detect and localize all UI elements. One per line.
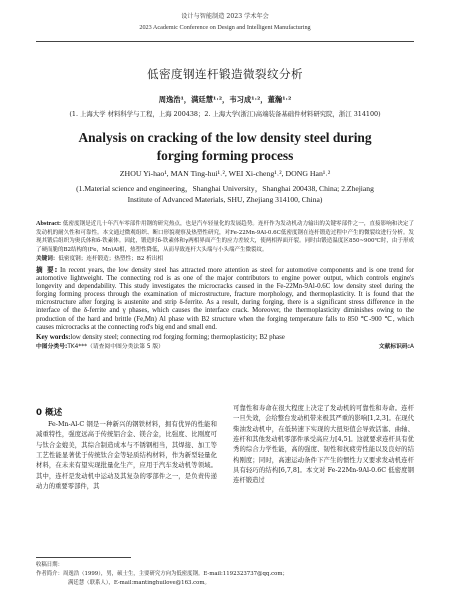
abstract-chinese [36,220,414,254]
abstract-chinese-label: Abstract: [36,220,62,227]
conference-header-en: 2023 Academic Conference on Design and Intelligent Manufacturing [139,24,311,31]
abstract-chinese-text: 低密度钢是近几十年汽车零部件用钢的研究热点，也是汽车轻量化的发展趋势。连杆作为发动机动力输出的关键零部件之一，直接影响和决定了发动机的耐久性和可靠性。本文通过微观组织、断口形貌观察及热塑性研究，对Fe-22Mn-9Al-0.6C低密度钢在连杆锻造过程中产生的微裂纹进行分析。发现其锻后组织为奥氏体和δ-铁素体。因此，锻造时δ-铁素体和γ两相界面产生的应力差较大，使两相界面开裂。同时由锻造温度区850~900℃时，由于形成了硬而脆的B2结构的(Fe，Mn)Al相，热塑性降低，从而导致连杆大头端与小头端产生微裂纹。 [36,221,414,253]
keywords-english-label: Key words: [36,332,71,341]
left-paragraph: Fe-Mn-Al-C 钢是一种新兴的钢铁材料，拥有优异的性能和减重特性，强度远高于传统铝合金、镁合金，比强度、比刚度可与钛合金媲美，其综合制造成本与不锈钢相当，其焊接、加工等工艺性能显著优于传统钛合金等轻质结构材料，作为新型轻量化材料，在未来有望实现批量化生产，应用于汽车发动机等领域。其中，连杆是发动机中运动及其复杂的零部件之一，是负责传递动力的重要零部件，其 [36,421,217,491]
abstract-english-label: 摘 要: [36,266,58,274]
keywords-chinese [36,255,414,263]
chinese-title: 低密度钢连杆锻造微裂纹分析 [147,67,303,81]
english-title-line1: Analysis on cracking of the low density steel during [78,130,372,145]
english-title-line2: forging forming process [156,148,294,163]
keywords-english-text: low density steel; connecting rod forging forming; thermoplasticity; B2 phase [70,333,285,341]
document-code-value: A [410,343,414,350]
header-divider [36,41,414,42]
abstract-english-text: In recent years, the low density steel has attracted more attention as steel for automotive components and is one trend for automotive lightweight. The connecting rod is as one of the major contributors to engine power output, which controls engine's longevity and dependability. This study investigates the microcracks caused in the Fe-22Mn-9Al-0.6C low density steel during the forging forming process through the examination of microstructure, fracture morphology, and thermoplasticity. It is found that the microstructure after forging is austenite and strip δ-ferrite. As a result, during forging, there is a significant stress difference in the interface of the δ-ferrite and γ phases, which causes the interface crack. Moreover, the thermoplasticity diminishes owing to the production of the hard and brittle (Fe,Mn) Al phase with B2 structure when the forging temperature falls to 850 ℃-900 ℃, which causes microcracks at the connecting rod's big end and small end. [36,267,414,331]
english-affiliation [40,184,410,205]
chinese-authors: 周逸浩¹，满廷慧¹˒²，韦习成¹˒²，董瀚¹˒² [158,95,292,104]
section-heading: 0 概述 [36,408,63,418]
footnote-received: 收稿日期： [36,562,63,568]
body-column-right [233,404,414,487]
chinese-affiliation: (1. 上海大学 材料科学与工程，上海 200438；2. 上海大学(浙江)高端装备基础件材料研究院，浙江 314100) [69,110,381,118]
english-affiliation-line1: (1.Material science and engineering，Shanghai University，Shanghai 200438, China; 2.Zhejiang [76,184,374,193]
abstract-english [36,266,414,332]
keywords-english [36,333,414,342]
footnote [36,561,416,588]
right-paragraph: 可靠性和寿命在很大程度上决定了发动机的可靠性和寿命。连杆一旦失效，会给整台发动机带来极其严重的影响[1,2,3]。在现代柴油发动机中，在低转速下实现的大扭矩值会导致活塞、曲轴、连杆和其他发动机零部件承受高应力[4,5]。这就要求连杆具有优秀的综合力学性能，高的强度、韧性和抗疲劳性能以及良好的结构刚度；同时，高速运动条件下产生的惯性力又要求发动机连杆具有轻巧的结构[6,7,8]。本文对 Fe-22Mn-9Al-0.6C 低密度钢连杆锻造过 [233,405,414,485]
body-column-left [36,420,217,492]
classification-row [36,343,414,351]
footnote-author-info: 作者简介：周逸浩（1999），男，硕士生，主要研究方向为低密度钢。E-mail:1192323737@qq.com； [36,571,288,577]
abstract-english-block [36,266,414,351]
clc-label: 中图分类号: [36,343,68,350]
clc-number [36,343,164,351]
footnote-divider [36,557,131,558]
keywords-chinese-label: 关键词： [36,256,59,262]
clc-value: TK4***（请查阅中图分类法第 5 版） [67,343,164,350]
english-title [30,129,420,165]
conference-header-cn: 设计与智能制造 2023 学术年会 [181,13,269,20]
english-affiliation-line2: Institute of Advanced Materials, SHU, Zhejiang 314100, China) [127,194,323,204]
document-code-label: 文献标识码: [378,343,411,350]
english-authors: ZHOU Yi-hao¹, MAN Ting-hui¹˒², WEI Xi-cheng¹˒², DONG Han¹˒² [119,169,331,178]
keywords-chinese-text: 低密度钢；连杆锻造；热塑性；B2 析出相 [58,256,163,262]
document-code [379,343,414,351]
footnote-contact: 满廷慧（联系人），E-mail:mantinghuilove@163.com。 [68,580,210,586]
